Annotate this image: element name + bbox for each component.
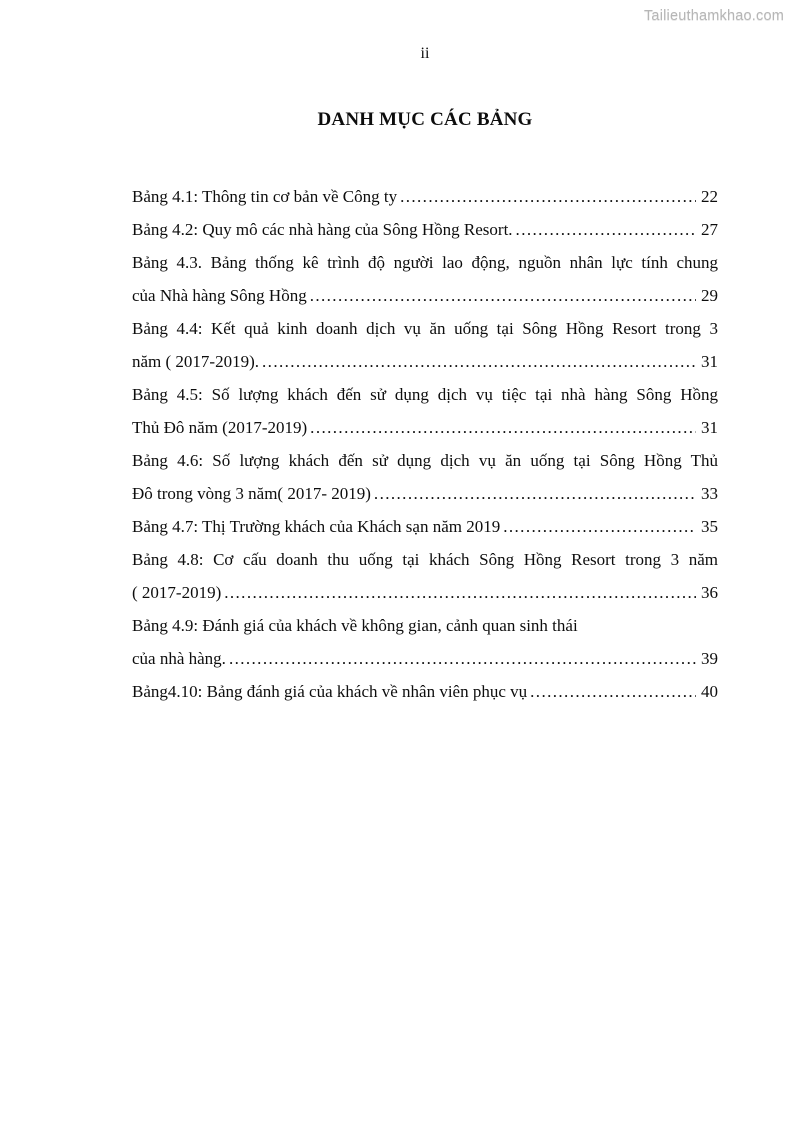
toc-line: [132, 312, 718, 345]
toc-line: [132, 675, 718, 708]
toc-page-number: 29: [701, 286, 718, 305]
toc-entry: [132, 246, 718, 312]
toc-entry: [132, 543, 718, 609]
toc-entry: [132, 675, 718, 708]
toc-entry: [132, 378, 718, 444]
dot-leader: [503, 510, 696, 543]
toc-page-number: 27: [701, 220, 718, 239]
page-number: ii: [420, 45, 430, 62]
page-title: DANH MỤC CÁC BẢNG: [317, 109, 533, 130]
toc-entry-text: Bảng 4.9: Đánh giá của khách về không gian, cảnh quan sinh thái: [132, 616, 578, 635]
toc-entry-text: Thủ Đô năm (2017-2019): [132, 418, 308, 437]
toc-entry-text: năm ( 2017-2019).: [132, 352, 260, 371]
toc-line: [132, 411, 718, 444]
toc-page-number: 36: [701, 583, 718, 602]
table-of-tables-list: [132, 180, 718, 708]
toc-page-number: 35: [701, 517, 718, 536]
dot-leader: [224, 576, 696, 609]
watermark-text: Tailieuthamkhao.com: [643, 8, 784, 24]
toc-entry-text: Đô trong vòng 3 năm( 2017- 2019): [132, 484, 371, 503]
toc-line: [132, 510, 718, 543]
toc-entry: [132, 510, 718, 543]
toc-entry-text: Bảng 4.8: Cơ cấu doanh thu uống tại khách Sông Hồng Resort trong 3 năm: [132, 550, 718, 569]
toc-line: [132, 345, 718, 378]
toc-entry: [132, 312, 718, 378]
dot-leader: [310, 411, 696, 444]
dot-leader: [229, 642, 696, 675]
toc-line: [132, 477, 718, 510]
toc-line: [132, 444, 718, 477]
dot-leader: [400, 180, 696, 213]
dot-leader: [530, 675, 696, 708]
toc-entry-text: Bảng 4.1: Thông tin cơ bản về Công ty: [132, 187, 398, 206]
toc-page-number: 40: [701, 682, 718, 701]
toc-entry-text: Bảng 4.4: Kết quả kinh doanh dịch vụ ăn uống tại Sông Hồng Resort trong 3: [132, 319, 718, 338]
toc-entry-text: Bảng 4.2: Quy mô các nhà hàng của Sông Hồng Resort.: [132, 220, 513, 239]
toc-line: [132, 213, 718, 246]
toc-entry-text: Bảng 4.3. Bảng thống kê trình độ người lao động, nguồn nhân lực tính chung: [132, 253, 718, 272]
toc-line: [132, 609, 718, 642]
toc-entry-text: ( 2017-2019): [132, 583, 222, 602]
toc-page-number: 39: [701, 649, 718, 668]
dot-leader: [374, 477, 696, 510]
toc-line: [132, 246, 718, 279]
toc-page-number: 31: [701, 352, 718, 371]
toc-page-number: 33: [701, 484, 718, 503]
toc-entry-text: Bảng4.10: Bảng đánh giá của khách về nhân viên phục vụ: [132, 682, 528, 701]
toc-line: [132, 543, 718, 576]
dot-leader: [310, 279, 696, 312]
toc-line: [132, 642, 718, 675]
toc-line: [132, 279, 718, 312]
toc-page-number: 31: [701, 418, 718, 437]
toc-entry-text: Bảng 4.5: Số lượng khách đến sử dụng dịch vụ tiệc tại nhà hàng Sông Hồng: [132, 385, 718, 404]
toc-line: [132, 378, 718, 411]
toc-line: [132, 576, 718, 609]
toc-entry-text: Bảng 4.6: Số lượng khách đến sử dụng dịch vụ ăn uống tại Sông Hồng Thủ: [132, 451, 718, 470]
toc-entry: [132, 213, 718, 246]
toc-entry: [132, 609, 718, 675]
toc-entry-text: của Nhà hàng Sông Hồng: [132, 286, 307, 305]
dot-leader: [516, 213, 696, 246]
toc-entry-text: của nhà hàng.: [132, 649, 226, 668]
toc-entry: [132, 444, 718, 510]
toc-entry: [132, 180, 718, 213]
dot-leader: [262, 345, 696, 378]
toc-entry-text: Bảng 4.7: Thị Trường khách của Khách sạn năm 2019: [132, 517, 501, 536]
toc-page-number: 22: [701, 187, 718, 206]
toc-line: [132, 180, 718, 213]
